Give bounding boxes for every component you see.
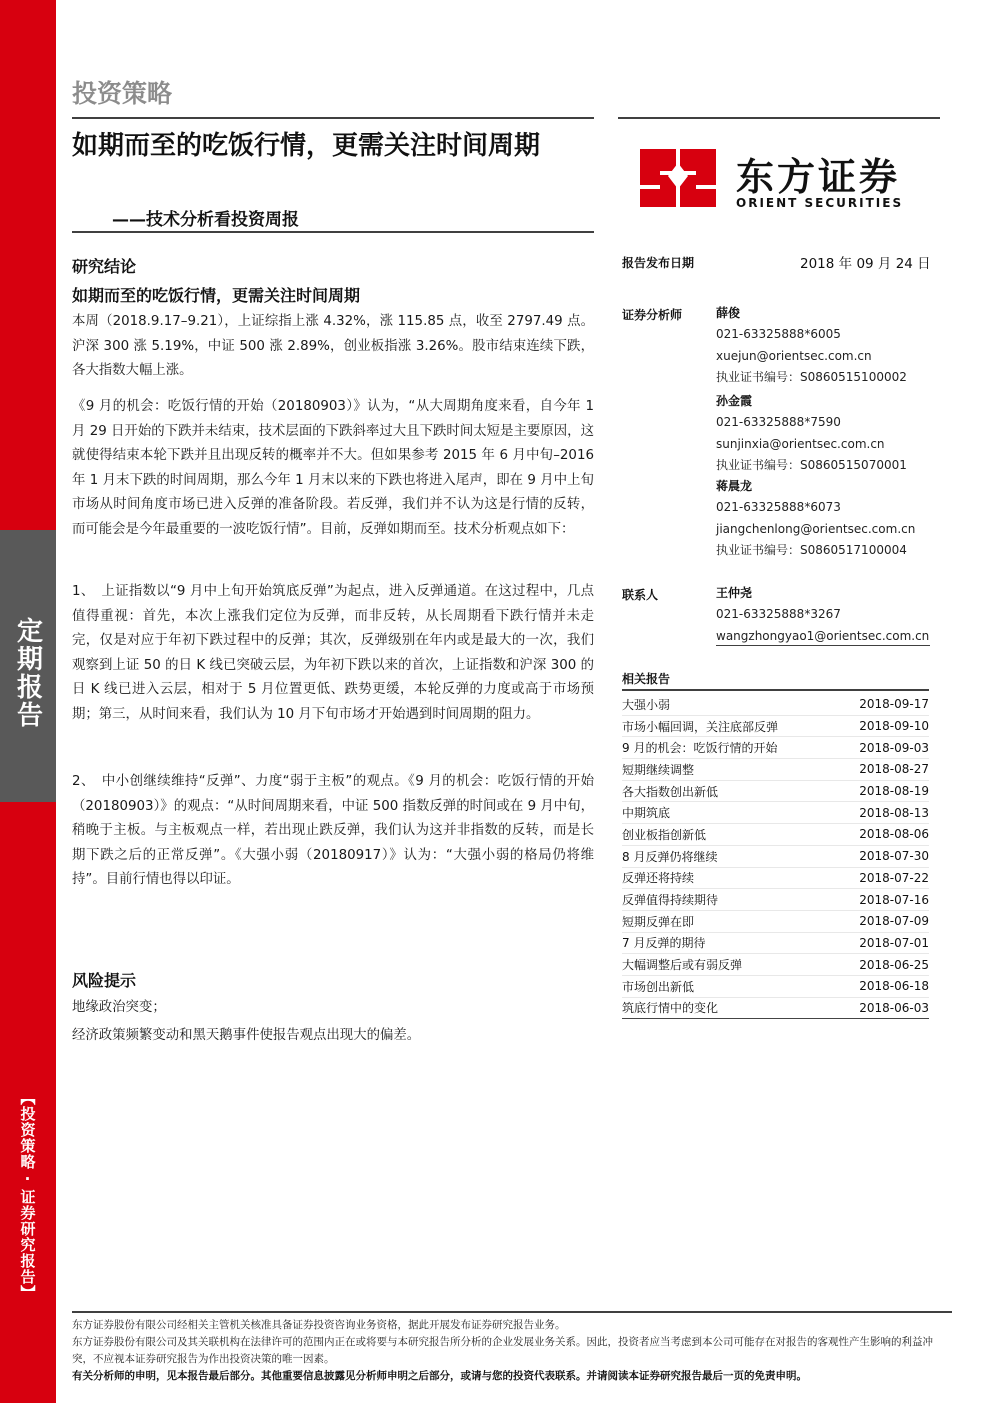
risk-item-1: 地缘政治突变； xyxy=(72,1000,166,1015)
related-report-title: 短期反弹在即 xyxy=(622,914,695,929)
risk-heading: 风险提示 xyxy=(72,971,137,990)
related-report-row[interactable] xyxy=(622,933,929,955)
conclusion-heading: 研究结论 xyxy=(72,257,137,276)
side-banner xyxy=(0,0,56,1403)
related-report-date: 2018-09-03 xyxy=(859,740,929,755)
related-report-title: 创业板指创新低 xyxy=(622,827,707,842)
related-rule xyxy=(622,689,929,691)
analyst-email[interactable]: xuejun@orientsec.com.cn xyxy=(716,348,872,363)
contact-label: 联系人 xyxy=(622,588,659,602)
related-report-date: 2018-07-30 xyxy=(859,849,929,864)
risk-item-2: 经济政策频繁变动和黑天鹅事件使报告观点出现大的偏差。 xyxy=(72,1028,421,1043)
disclaimer xyxy=(72,1317,952,1385)
related-report-row[interactable] xyxy=(622,911,929,933)
report-title: 如期而至的吃饭行情，更需关注时间周期 xyxy=(72,131,541,161)
company-name-en: ORIENT SECURITIES xyxy=(736,196,904,210)
related-report-date: 2018-06-18 xyxy=(859,979,929,994)
analyst-email[interactable]: jiangchenlong@orientsec.com.cn xyxy=(716,521,916,536)
related-report-row[interactable] xyxy=(622,889,929,911)
related-report-title: 各大指数创出新低 xyxy=(622,784,719,799)
related-report-title: 反弹还将持续 xyxy=(622,871,695,886)
related-report-date: 2018-07-01 xyxy=(859,935,929,950)
report-type-label: 定期报告 xyxy=(12,617,43,729)
conclusion-paragraph-1: 本周（2018.9.17–9.21），上证综指上涨 4.32%，涨 115.85 点，收至 2797.49 点。沪深 300 涨 5.19%，中证 500 涨 2.89%，创业板指涨 3.26%。股市结束连续下跌，各大指数大幅上涨。 xyxy=(72,314,594,378)
conclusion-paragraph-4: 2、 中小创继续维持“反弹”、力度“弱于主板”的观点。《9 月的机会：吃饭行情的开始（20180903）》的观点：“从时间周期来看，中证 500 指数反弹的时间或在 9 月中旬，稍晚于主板。与主板观点一样，若出现止跌反弹，我们认为这并非指数的反转，而是长期下跌之后的正常反弹”。《大强小弱（20180917）》认为：“大强小弱的格局仍将维持”。目前行情也得以印证。 xyxy=(72,774,594,887)
contact-phone: 021-63325888*3267 xyxy=(716,607,841,621)
disclaimer-line-1: 东方证券股份有限公司经相关主管机关核准具备证券投资咨询业务资格，据此开展发布证券研究报告业务。 xyxy=(72,1319,566,1331)
related-report-date: 2018-08-27 xyxy=(859,762,929,777)
related-report-row[interactable] xyxy=(622,846,929,868)
related-report-title: 短期继续调整 xyxy=(622,762,695,777)
related-report-title: 反弹值得持续期待 xyxy=(622,893,719,908)
related-report-date: 2018-07-16 xyxy=(859,892,929,907)
related-report-date: 2018-08-13 xyxy=(859,805,929,820)
analyst-cert: 执业证书编号：S0860517100004 xyxy=(716,543,907,557)
related-report-date: 2018-09-10 xyxy=(859,719,929,734)
related-report-row[interactable] xyxy=(622,976,929,998)
header-rule-left xyxy=(72,117,594,119)
analyst-phone: 021-63325888*6005 xyxy=(716,327,841,341)
conclusion-paragraph-2: 《9 月的机会：吃饭行情的开始（20180903）》认为，“从大周期角度来看，自今年 1 月 29 日开始的下跌并未结束，技术层面的下跌斜率过大且下跌时间太短是主要原因，这就使得结束本轮下跌并且出现反转的概率并不大。但如果参考 2015 年 6 月中旬–2016 年 1 月末下跌的时间周期，那么今年 1 月末以来的下跌也将进入尾声，即在 9 月中上旬市场从时间角度市场已进入反弹的准备阶段。若反弹，我们并不认为这是行情的反转，而可能会是今年最重要的一波吃饭行情”。目前，反弹如期而至。技术分析观点如下： xyxy=(72,399,594,537)
related-report-row[interactable] xyxy=(622,759,929,781)
contact-email[interactable]: wangzhongyao1@orientsec.com.cn xyxy=(716,628,930,643)
related-report-title: 筑底行情中的变化 xyxy=(622,1001,719,1016)
footer-rule xyxy=(72,1311,952,1313)
analyst-label: 证券分析师 xyxy=(622,308,683,322)
side-banner-top xyxy=(0,0,56,530)
related-report-title: 7 月反弹的期待 xyxy=(622,936,706,951)
analyst-block-3 xyxy=(716,475,930,562)
disclaimer-line-3: 有关分析师的申明，见本报告最后部分。其他重要信息披露见分析师申明之后部分，或请与您的投资代表联系。并请阅读本证券研究报告最后一页的免责申明。 xyxy=(72,1370,807,1382)
related-report-row[interactable] xyxy=(622,868,929,890)
related-report-title: 大幅调整后或有弱反弹 xyxy=(622,958,743,973)
related-heading: 相关报告 xyxy=(622,672,671,686)
category-label: 投资策略 xyxy=(72,79,173,108)
related-report-title: 市场小幅回调，关注底部反弹 xyxy=(622,719,779,734)
related-report-row[interactable] xyxy=(622,716,929,738)
publish-date-value: 2018 年 09 月 24 日 xyxy=(800,256,931,272)
related-report-row[interactable] xyxy=(622,824,929,846)
orient-logo-icon xyxy=(636,141,720,211)
related-report-date: 2018-06-03 xyxy=(859,1000,929,1015)
related-report-title: 大强小弱 xyxy=(622,697,671,712)
related-report-row[interactable] xyxy=(622,802,929,824)
related-report-date: 2018-08-19 xyxy=(859,784,929,799)
related-report-date: 2018-06-25 xyxy=(859,957,929,972)
related-report-row[interactable] xyxy=(622,781,929,803)
related-reports-table xyxy=(622,694,929,1019)
related-report-title: 9 月的机会：吃饭行情的开始 xyxy=(622,741,778,756)
analyst-block-1 xyxy=(716,302,930,389)
contact-rule xyxy=(716,645,930,646)
analyst-cert: 执业证书编号：S0860515100002 xyxy=(716,370,907,384)
analyst-name: 蒋晨龙 xyxy=(716,479,753,493)
related-report-row[interactable] xyxy=(622,998,929,1020)
analyst-block-2 xyxy=(716,390,930,477)
analyst-phone: 021-63325888*6073 xyxy=(716,500,841,514)
analyst-email[interactable]: sunjinxia@orientsec.com.cn xyxy=(716,436,885,451)
related-report-date: 2018-07-09 xyxy=(859,914,929,929)
analyst-cert: 执业证书编号：S0860515070001 xyxy=(716,458,907,472)
related-report-title: 中期筑底 xyxy=(622,806,671,821)
analyst-name: 孙金霞 xyxy=(716,394,753,408)
analyst-phone: 021-63325888*7590 xyxy=(716,415,841,429)
analyst-name: 薛俊 xyxy=(716,306,741,320)
header-rule-right xyxy=(618,117,940,119)
disclaimer-line-2: 东方证券股份有限公司及其关联机构在法律许可的范围内正在或将要与本研究报告所分析的企业发展业务关系。因此，投资者应当考虑到本公司可能存在对报告的客观性产生影响的利益冲突，不应视本证券研究报告为作出投资决策的唯一因素。 xyxy=(72,1336,933,1365)
contact-block xyxy=(716,582,930,647)
related-report-date: 2018-09-17 xyxy=(859,697,929,712)
related-report-row[interactable] xyxy=(622,954,929,976)
conclusion-paragraph-3: 1、 上证指数以“9 月中上旬开始筑底反弹”为起点，进入反弹通道。在这过程中，几点值得重视：首先，本次上涨我们定位为反弹，而非反转，从长周期看下跌行情并未走完，仅是对应于年初下跌过程中的反弹；其次，反弹级别在年内或是最大的一次，我们观察到上证 50 的日 K 线已突破云层，为年初下跌以来的首次，上证指数和沪深 300 的日 K 线已进入云层，相对于 5 月位置更低、跌势更缓，本轮反弹的力度或高于市场预期；第三，从时间来看，我们认为 10 月下旬市场才开始遇到时间周期的阻力。 xyxy=(72,584,594,722)
title-rule xyxy=(72,231,594,233)
related-report-title: 市场创出新低 xyxy=(622,979,695,994)
report-category-label: 【投资策略·证券研究报告】 xyxy=(18,1089,37,1301)
related-report-date: 2018-08-06 xyxy=(859,827,929,842)
related-report-date: 2018-07-22 xyxy=(859,870,929,885)
conclusion-subheading: 如期而至的吃饭行情，更需关注时间周期 xyxy=(72,286,361,305)
publish-date-label: 报告发布日期 xyxy=(622,256,695,270)
related-report-title: 8 月反弹仍将继续 xyxy=(622,849,718,864)
related-report-row[interactable] xyxy=(622,694,929,716)
report-subtitle: ——技术分析看投资周报 xyxy=(112,210,299,230)
contact-name: 王仲尧 xyxy=(716,586,753,600)
company-name-cn: 东方证券 xyxy=(736,155,901,199)
related-report-row[interactable] xyxy=(622,737,929,759)
